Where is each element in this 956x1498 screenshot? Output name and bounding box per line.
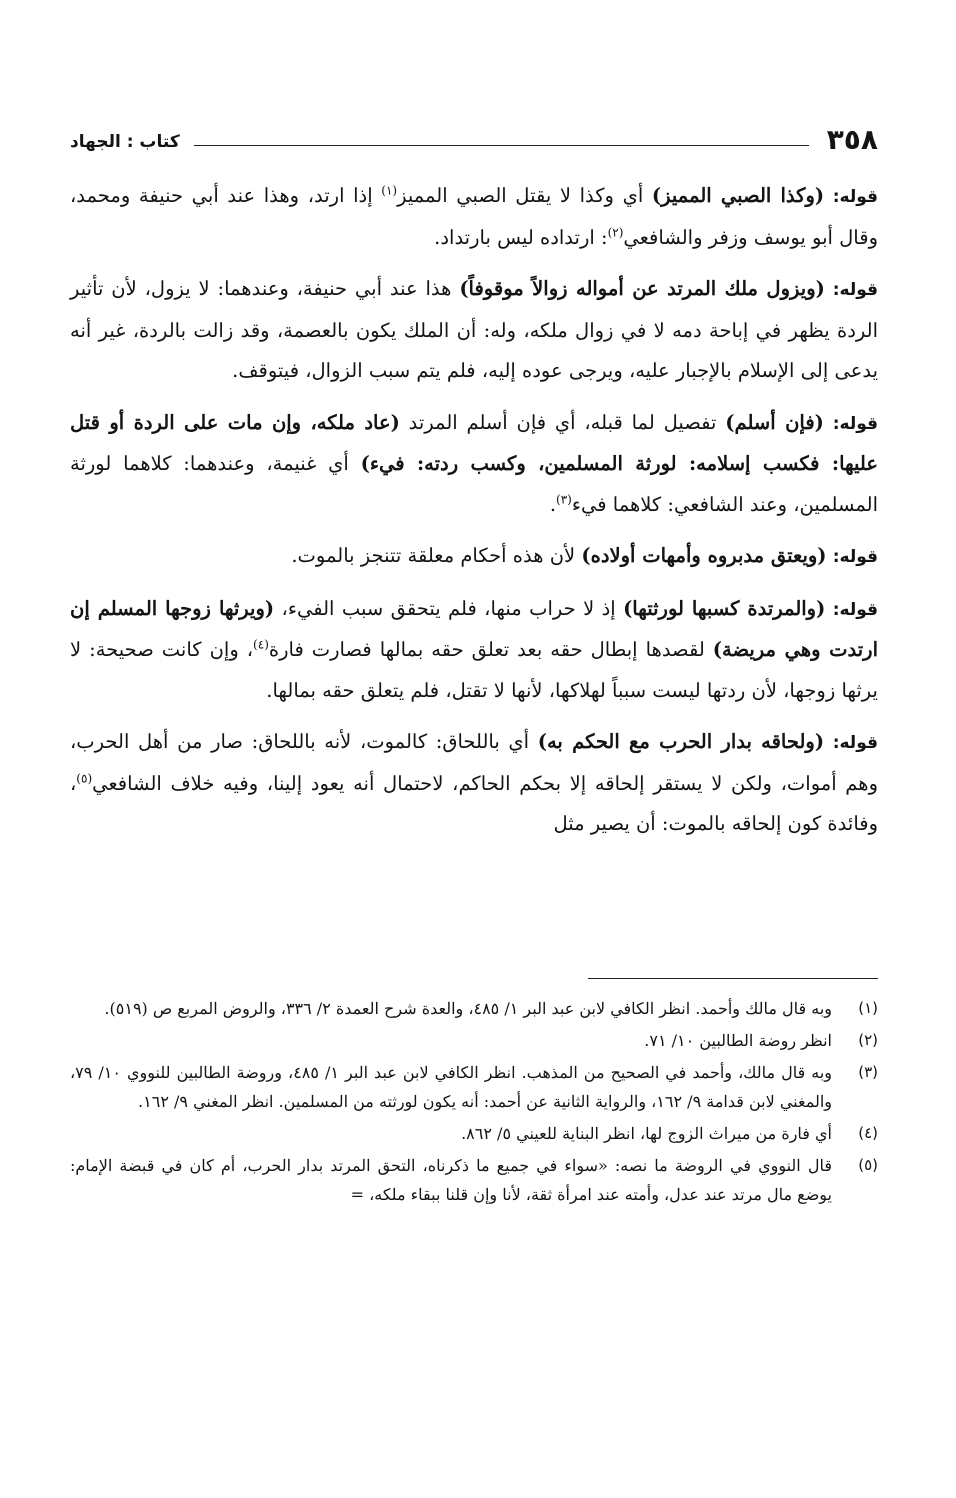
paragraph-lead: قوله: (832, 599, 878, 620)
commentary-text: ، وفائدة كون إلحاقه بالموت: أن يصير مثل (70, 771, 878, 835)
footnote-separator (588, 978, 878, 979)
paragraph-lead: قوله: (832, 280, 879, 300)
paragraph (70, 403, 878, 526)
paragraph (70, 722, 878, 845)
running-title: كتاب : الجهاد (70, 132, 180, 152)
footnote-number: (٥) (858, 1156, 878, 1174)
page-header (70, 114, 878, 154)
footnote (70, 1058, 878, 1116)
quoted-term: (ولحاقه بدار الحرب مع الحكم به) (537, 730, 825, 753)
commentary-text: تفصيل لما قبله، أي فإن أسلم المرتد (399, 410, 726, 434)
page-number: ٣٥٨ (826, 123, 878, 156)
commentary-text: لأن هذه أحكام معلقة تتنجز بالموت. (291, 544, 582, 567)
paragraph (70, 589, 878, 712)
commentary-text: أي باللحاق: كالموت، لأنه باللحاق: صار من أهل الحرب، وهم أموات، ولكن لا يستقر إلحاقه إلا بحكم الحاكم، لاحتمال أنه يعود إلينا، وفيه خلاف الشافعي (70, 730, 878, 795)
paragraph (70, 536, 878, 578)
commentary-text: ، وإن كانت صحيحة: لا يرثها زوجها، لأن ردتها ليست سبباً لهلاكها، لأنها لا تقتل، فلم يتعلق حقه بمالها. (70, 638, 878, 702)
main-text (70, 176, 878, 856)
footnotes (70, 994, 878, 1212)
footnote-number: (١) (858, 999, 878, 1017)
header-rule (194, 145, 809, 146)
footnote-text: وبه قال مالك وأحمد. انظر الكافي لابن عبد البر ١/ ٤٨٥، والعدة شرح العمدة ٢/ ٣٣٦، والروض المربع ص (٥١٩). (104, 999, 832, 1018)
footnote-text: قال النووي في الروضة ما نصه: «سواء في جميع ما ذكرناه، التحق المرتد بدار الحرب، أم كان في قبضة الإمام: يوضع مال مرتد عند عدل، وأمته عند امرأة ثقة، لأنا وإن قلنا ببقاء ملكه، = (70, 1156, 832, 1204)
quoted-term: (وكذا الصبي المميز) (651, 184, 825, 207)
footnote-marker[interactable]: (١) (381, 183, 398, 198)
quoted-term: (عاد ملكه، وإن مات على الردة أو قتل عليها: فكسب إسلامه: لورثة المسلمين، وكسب ردته: فيء) (70, 410, 878, 475)
commentary-text: لقصدها إبطال حقه بعد تعلق حقه بمالها فصارت فارة (268, 638, 713, 661)
quoted-term: (ويرثها زوجها المسلم إن ارتدت وهي مريضة) (70, 596, 879, 661)
book-page (70, 100, 878, 1460)
paragraph-lead: قوله: (832, 547, 878, 567)
footnote (70, 1026, 878, 1055)
commentary-text: إذا ارتد، وهذا عند أبي حنيفة ومحمد، وقال أبو يوسف وزفر والشافعي (70, 184, 878, 249)
footnote-text: انظر روضة الطالبين ١٠/ ٧١. (644, 1031, 832, 1050)
quoted-term: (فإن أسلم) (725, 410, 824, 434)
paragraph-lead: قوله: (832, 187, 879, 207)
footnote-text: وبه قال مالك، وأحمد في الصحيح من المذهب. انظر الكافي لابن عبد البر ١/ ٤٨٥، وروضة الطالبين للنووي ١٠/ ٧٩، والمغني لابن قدامة ٩/ ١٦٢، والرواية الثانية عن أحمد: أنه يكون لورثته من المسلمين. انظر المغني ٩/ ١٦٢. (70, 1063, 833, 1111)
footnote (70, 994, 878, 1023)
commentary-text: إذ لا حراب منها، فلم يتحقق سبب الفيء، (274, 596, 624, 620)
quoted-term: (والمرتدة كسبها لورثتها) (623, 596, 826, 620)
footnote-marker[interactable]: (٤) (253, 637, 269, 652)
paragraph (70, 176, 878, 258)
footnote-marker[interactable]: (٥) (76, 771, 93, 785)
commentary-text: أي غنيمة، وعندهما: كلاهما لورثة المسلمين، وعند الشافعي: كلاهما فيء (70, 452, 878, 516)
footnote-number: (٢) (858, 1031, 878, 1049)
footnote-text: أي فارة من ميراث الزوج لها، انظر البناية للعيني ٥/ ٨٦٢. (461, 1124, 832, 1143)
footnote-number: (٣) (858, 1063, 878, 1081)
quoted-term: (ويزول ملك المرتد عن أمواله زوالاً موقوفاً) (459, 277, 825, 300)
footnote-number: (٤) (858, 1124, 878, 1142)
footnote (70, 1151, 878, 1209)
quoted-term: (ويعتق مدبروه وأمهات أولاده) (581, 544, 827, 567)
commentary-text: : ارتداده ليس بارتداد. (434, 225, 608, 249)
commentary-text: هذا عند أبي حنيفة، وعندهما: لا يزول، لأن تأثير الردة يظهر في إباحة دمه لا في زوال ملكه، وله: أن الملك يكون بالعصمة، وقد زالت بالردة، غير أنه يدعى إلى الإسلام بالإجبار عليه، ويرجى عوده إليه، فلم يتم سبب الزوال، فيتوقف. (70, 277, 878, 382)
footnote-marker[interactable]: (٣) (556, 492, 572, 506)
paragraph-lead: قوله: (832, 413, 879, 434)
paragraph-lead: قوله: (832, 733, 878, 753)
commentary-text: . (549, 492, 557, 516)
footnote (70, 1119, 878, 1148)
paragraph (70, 269, 878, 392)
footnote-marker[interactable]: (٢) (607, 225, 624, 239)
commentary-text: أي وكذا لا يقتل الصبي المميز (397, 184, 652, 207)
